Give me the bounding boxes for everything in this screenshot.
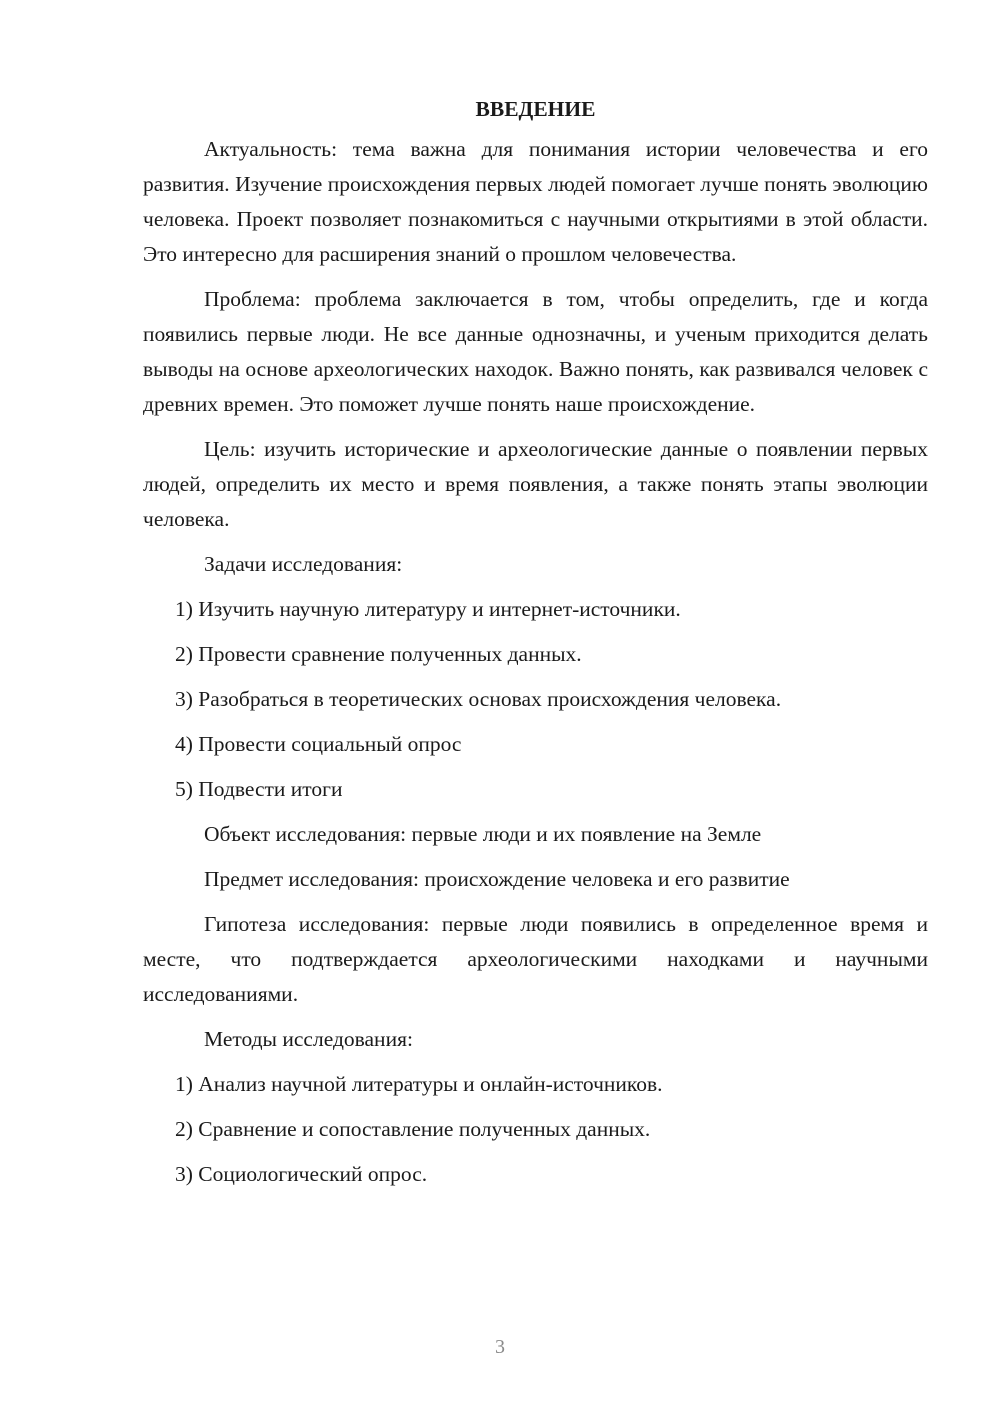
relevance-paragraph: Актуальность: тема важна для понимания истории человечества и его развития. Изучение происхождения первых людей помогает лучше понять эволюцию человека. Проект позволяет познакомиться с научными открытиями в этой области. Это интересно для расширения знаний о прошлом человечества.	[143, 137, 928, 266]
list-item: 2) Сравнение и сопоставление полученных данных.	[175, 1117, 651, 1141]
page-number: 3	[495, 1336, 505, 1358]
list-item: 1) Изучить научную литературу и интернет-источники.	[175, 597, 681, 621]
section-title: ВВЕДЕНИЕ	[475, 97, 596, 121]
tasks-list	[143, 592, 928, 807]
goal-paragraph: Цель: изучить исторические и археологические данные о появлении первых людей, определить их место и время появления, а также понять этапы эволюции человека.	[143, 437, 928, 531]
list-item: 4) Провести социальный опрос	[175, 732, 462, 756]
tasks-heading: Задачи исследования:	[204, 552, 403, 576]
list-item: 5) Подвести итоги	[175, 777, 343, 801]
list-item: 1) Анализ научной литературы и онлайн-источников.	[175, 1072, 663, 1096]
object-paragraph: Объект исследования: первые люди и их появление на Земле	[204, 822, 762, 846]
document-page	[143, 92, 928, 1202]
subject-paragraph: Предмет исследования: происхождение человека и его развитие	[204, 867, 790, 891]
list-item: 3) Разобраться в теоретических основах происхождения человека.	[175, 687, 782, 711]
list-item: 2) Провести сравнение полученных данных.	[175, 642, 582, 666]
methods-list	[143, 1067, 928, 1192]
problem-paragraph: Проблема: проблема заключается в том, чтобы определить, где и когда появились первые люди. Не все данные однозначны, и ученым приходится делать выводы на основе археологических находок. Важно понять, как развивался человек с древних времен. Это поможет лучше понять наше происхождение.	[143, 287, 928, 416]
methods-heading: Методы исследования:	[204, 1027, 413, 1051]
list-item: 3) Социологический опрос.	[175, 1162, 428, 1186]
hypothesis-paragraph: Гипотеза исследования: первые люди появились в определенное время и месте, что подтверждается археологическими находками и научными исследованиями.	[143, 912, 928, 1006]
